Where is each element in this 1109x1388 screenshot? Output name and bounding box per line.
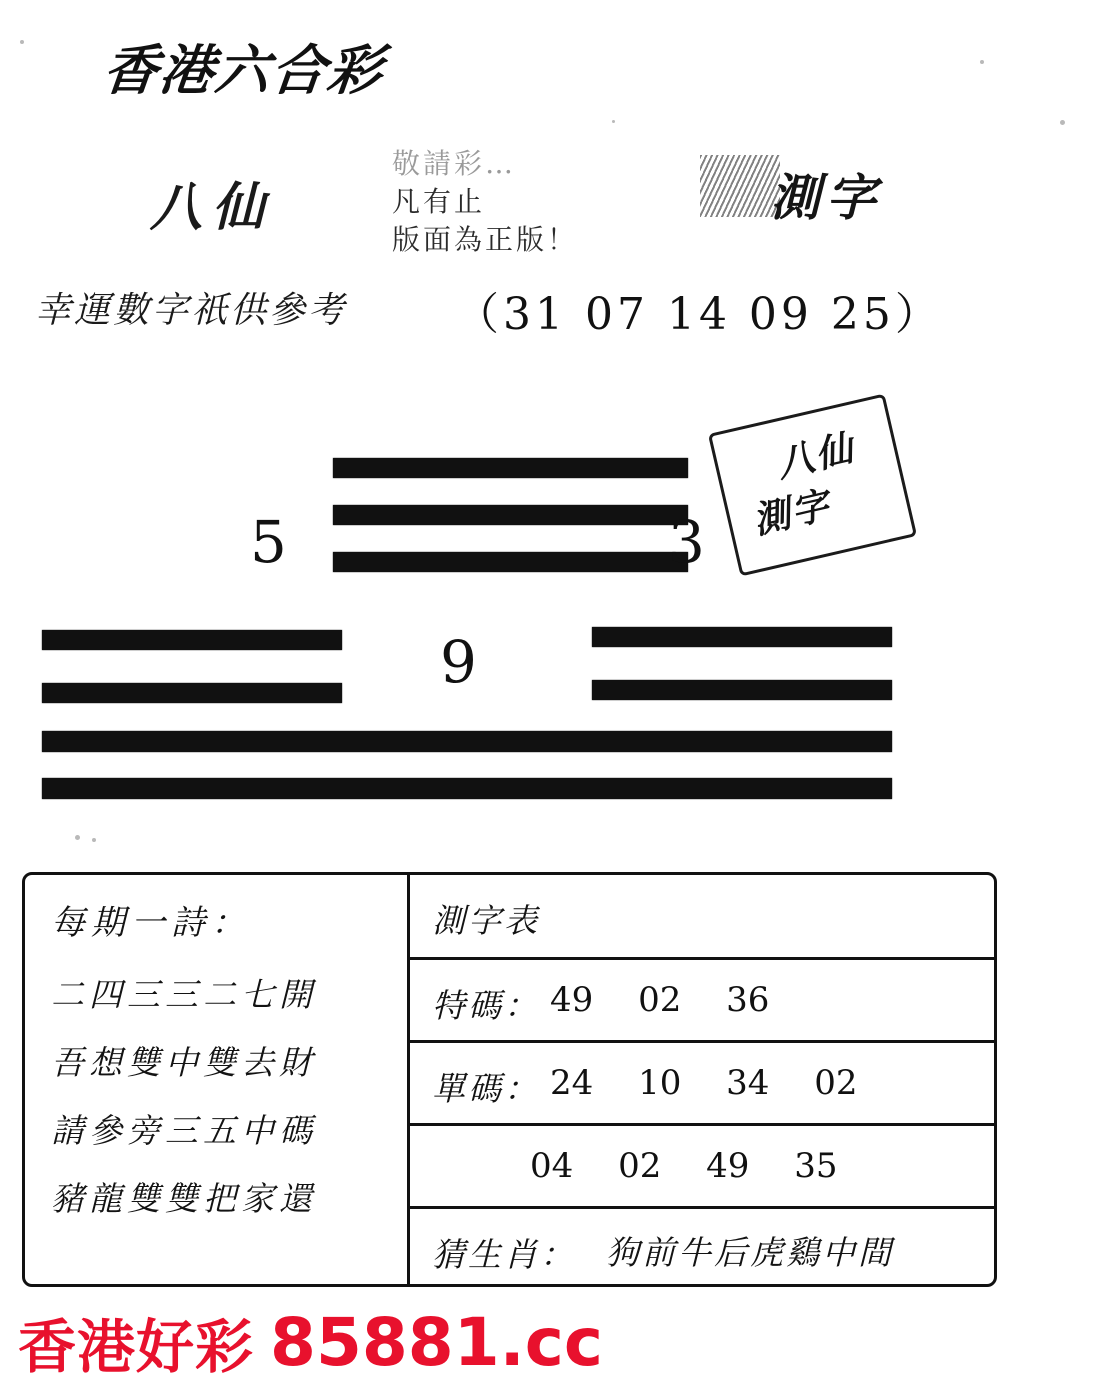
footer-url[interactable]: 85881.cc: [270, 1303, 603, 1381]
info-table: [22, 872, 997, 1287]
hexagram-bar-bottom-1: [42, 731, 892, 752]
hexagram-number-center: 9: [440, 628, 477, 696]
notice-block: [392, 145, 578, 259]
poem-column: [25, 875, 410, 1284]
number-cell: 10: [638, 1063, 682, 1103]
bagua-card: [708, 394, 917, 577]
hexagram-bar-mid-right-1: [592, 627, 892, 647]
notice-line-2: 凡有止: [392, 185, 486, 218]
page-title: 香港六合彩: [100, 38, 387, 102]
speck-dot: [92, 838, 96, 842]
speck-dot: [75, 835, 80, 840]
lucky-number-values: （31 07 14 09 25）: [455, 289, 943, 340]
speck-dot: [1060, 120, 1065, 125]
speck-dot: [20, 40, 24, 44]
number-cell: 35: [794, 1146, 838, 1186]
number-cell: 49: [550, 980, 594, 1020]
table-row: [410, 960, 994, 1043]
table-row: [410, 875, 994, 960]
special-code-label: 特碼：: [432, 986, 540, 1025]
number-cell: 04: [530, 1146, 574, 1186]
speck-dot: [612, 120, 615, 123]
hexagram-bar-top-1: [333, 458, 688, 478]
bagua-card-line-1: 八仙: [772, 425, 859, 486]
poem-line: 吾想雙中雙去財: [51, 1043, 317, 1082]
hexagram-bar-mid-left-2: [42, 683, 342, 703]
notice-line-3: 版面為正版！: [392, 223, 579, 256]
number-cell: 02: [814, 1063, 858, 1103]
extra-code-values: [530, 1146, 872, 1186]
notice-line-1: 敬請彩…: [392, 147, 517, 180]
number-column: [410, 875, 994, 1284]
hexagram-bar-top-2: [333, 505, 688, 525]
number-cell: 36: [726, 980, 770, 1020]
poem-line: 請參旁三五中碼: [51, 1111, 317, 1150]
table-row: [410, 1126, 994, 1209]
footer-brand: 香港好彩: [18, 1313, 255, 1381]
poem-line: 豬龍雙雙把家還: [51, 1179, 317, 1218]
poem-title: 每期一詩：: [51, 903, 251, 943]
stamp-label: 測字: [770, 168, 882, 227]
hexagram-bar-top-3: [333, 552, 688, 572]
number-cell: 02: [638, 980, 682, 1020]
number-cell: 24: [550, 1063, 594, 1103]
number-table-title: 測字表: [432, 901, 540, 940]
lucky-number-label: 幸運數字祇供參考: [35, 290, 348, 331]
table-row: [410, 1209, 994, 1287]
single-code-label: 單碼：: [432, 1069, 540, 1108]
hexagram-bar-bottom-2: [42, 778, 892, 799]
number-cell: 34: [726, 1063, 770, 1103]
number-cell: 02: [618, 1146, 662, 1186]
single-code-values: [550, 1063, 892, 1103]
poem-line: 二四三三二七開: [51, 975, 317, 1014]
hexagram-number-left: 5: [250, 508, 287, 576]
zodiac-label: 猜生肖：: [432, 1235, 576, 1274]
table-row: [410, 1043, 994, 1126]
speck-dot: [980, 60, 984, 64]
hexagram-bar-mid-right-2: [592, 680, 892, 700]
hexagram-number-right: 3: [668, 508, 705, 576]
zodiac-value: 狗前牛后虎鷄中間: [606, 1233, 894, 1272]
bagua-card-line-2: 測字: [748, 482, 835, 543]
footer: [18, 1300, 603, 1384]
stamp-icon: [700, 155, 780, 217]
hexagram-bar-mid-left-1: [42, 630, 342, 650]
number-cell: 49: [706, 1146, 750, 1186]
bagua-label: 八仙: [150, 177, 275, 238]
special-code-values: [550, 980, 803, 1020]
